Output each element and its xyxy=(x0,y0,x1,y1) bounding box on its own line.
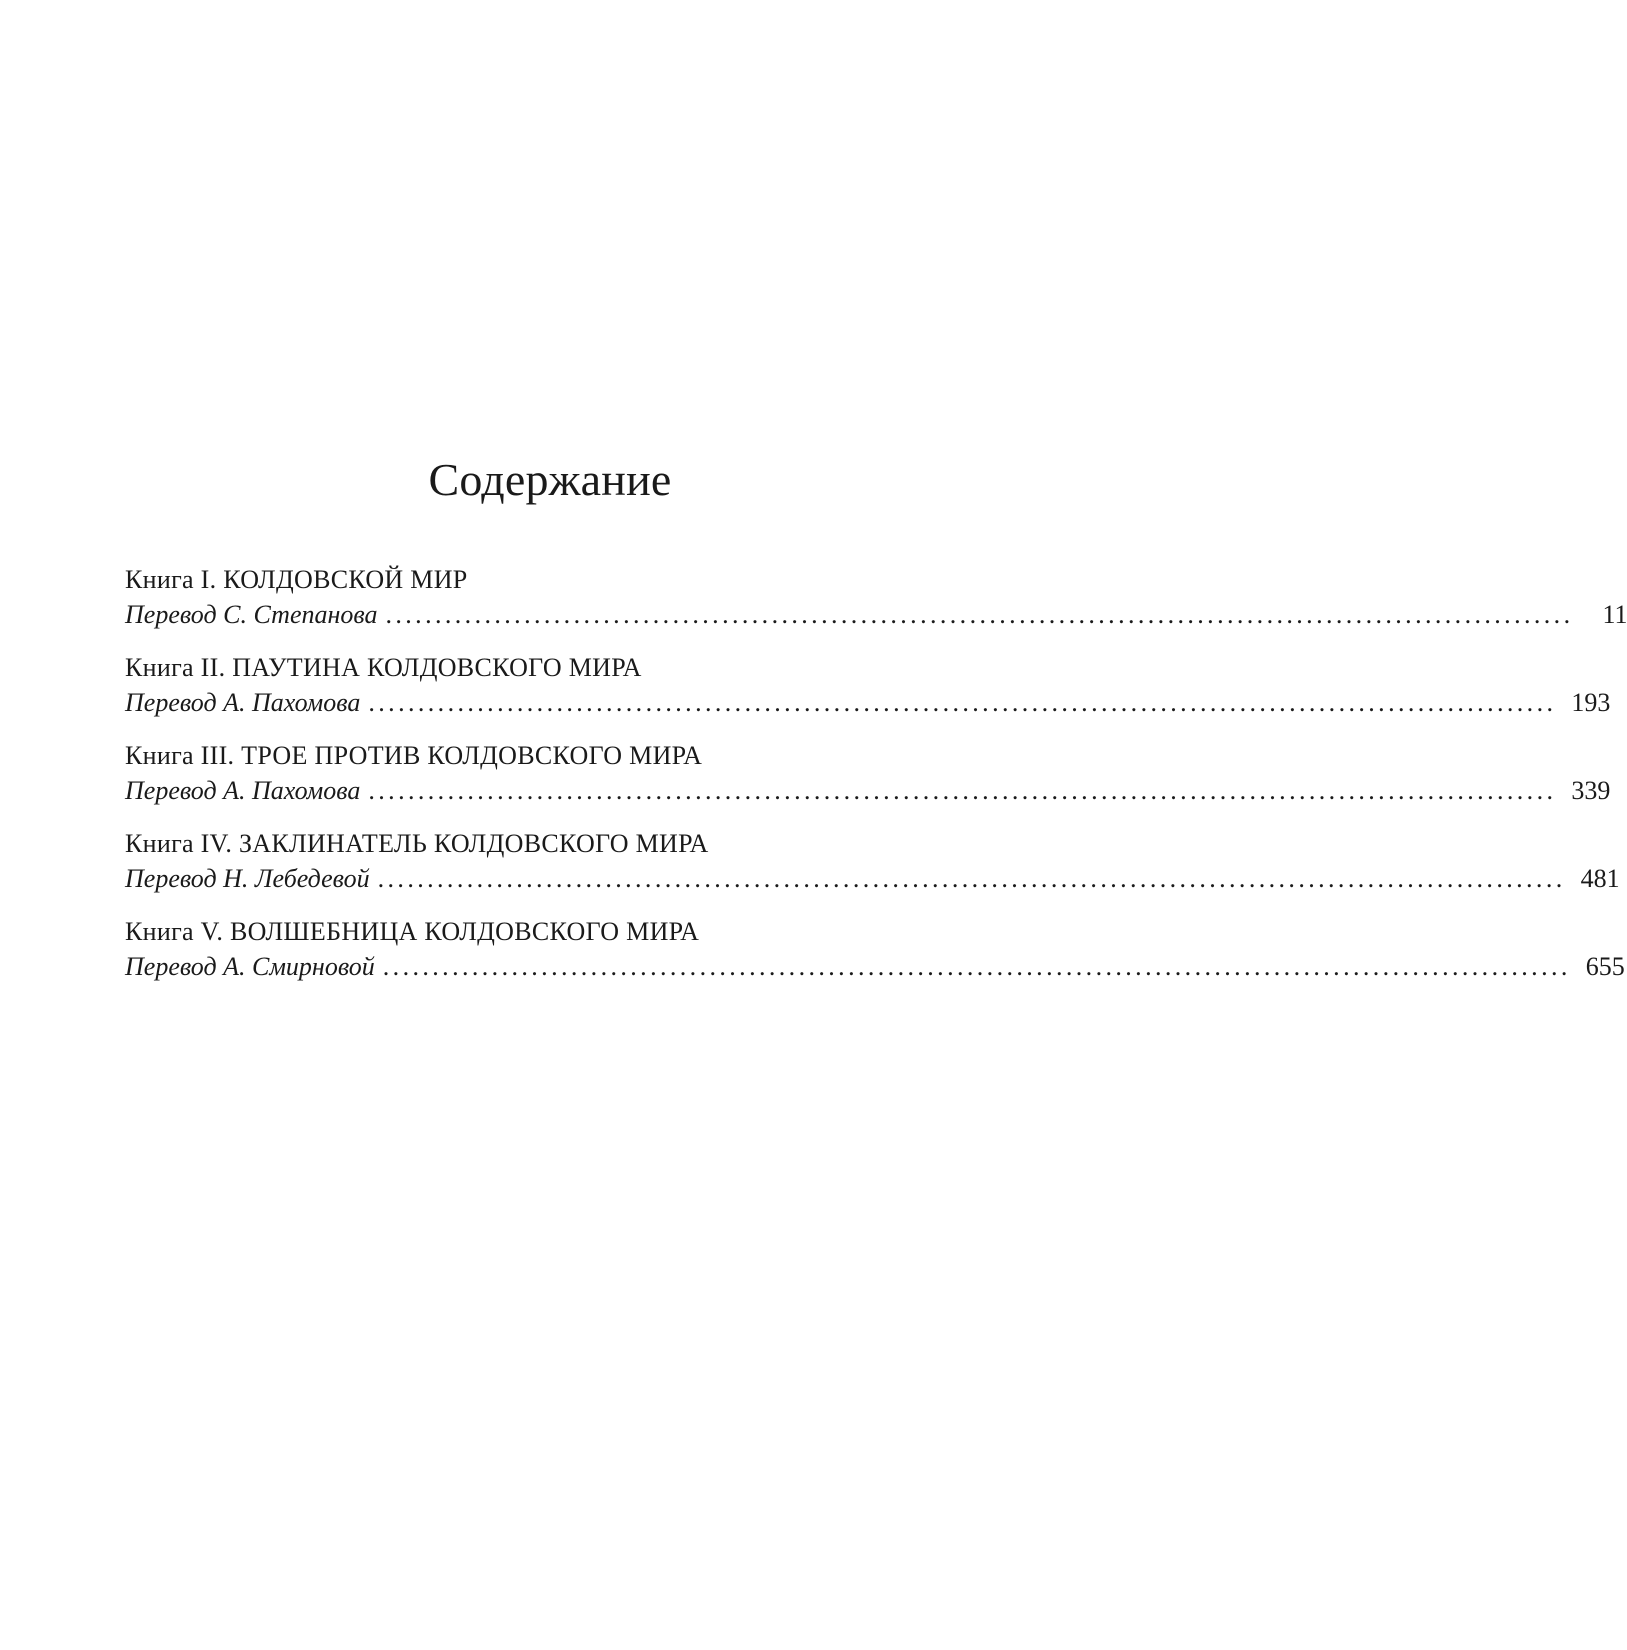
book-label: Книга II. xyxy=(125,653,226,682)
book-title: ЗАКЛИНАТЕЛЬ КОЛДОВСКОГО МИРА xyxy=(238,829,709,858)
translator-credit: Перевод С. Степанова xyxy=(125,600,378,629)
dot-leader: ........................................................................................................................ xyxy=(385,600,1574,629)
contents-list xyxy=(125,563,1627,1003)
translator-line xyxy=(125,861,1620,897)
page-number: 655 xyxy=(1585,952,1625,981)
page-number: 193 xyxy=(1571,688,1611,717)
book-label: Книга V. xyxy=(125,917,224,946)
page-number: 481 xyxy=(1580,864,1620,893)
translator-credit: Перевод А. Пахомова xyxy=(125,688,361,717)
book-title: КОЛДОВСКОЙ МИР xyxy=(223,565,468,594)
book-heading xyxy=(125,651,967,685)
book-title: ВОЛШЕБНИЦА КОЛДОВСКОГО МИРА xyxy=(230,917,700,946)
dot-leader: ........................................................................................................................ xyxy=(377,864,1566,893)
translator-credit: Перевод Н. Лебедевой xyxy=(125,864,370,893)
book-heading xyxy=(125,915,967,949)
translator-line xyxy=(125,685,1611,721)
book-label: Книга IV. xyxy=(125,829,233,858)
translator-line xyxy=(125,773,1611,809)
toc-entry-book-5[interactable] xyxy=(125,915,1625,1003)
book-title: ПАУТИНА КОЛДОВСКОГО МИРА xyxy=(232,653,642,682)
translator-credit: Перевод А. Пахомова xyxy=(125,776,361,805)
dot-leader: ........................................................................................................................ xyxy=(368,776,1557,805)
toc-entry-book-2[interactable] xyxy=(125,651,1611,739)
book-label: Книга III. xyxy=(125,741,235,770)
dot-leader: ........................................................................................................................ xyxy=(382,952,1571,981)
book-heading xyxy=(125,739,967,773)
page-number: 11 xyxy=(1602,600,1627,629)
book-title: ТРОЕ ПРОТИВ КОЛДОВСКОГО МИРА xyxy=(241,741,703,770)
dot-leader: ........................................................................................................................ xyxy=(368,688,1557,717)
translator-credit: Перевод А. Смирновой xyxy=(125,952,375,981)
book-label: Книга I. xyxy=(125,565,217,594)
toc-entry-book-3[interactable] xyxy=(125,739,1611,827)
toc-entry-book-1[interactable] xyxy=(125,563,1627,651)
page-number: 339 xyxy=(1571,776,1611,805)
book-heading xyxy=(125,827,967,861)
contents-title: Содержание xyxy=(428,454,672,505)
toc-entry-book-4[interactable] xyxy=(125,827,1620,915)
translator-line xyxy=(125,949,1625,985)
book-heading xyxy=(125,563,967,597)
translator-line xyxy=(125,597,1627,633)
